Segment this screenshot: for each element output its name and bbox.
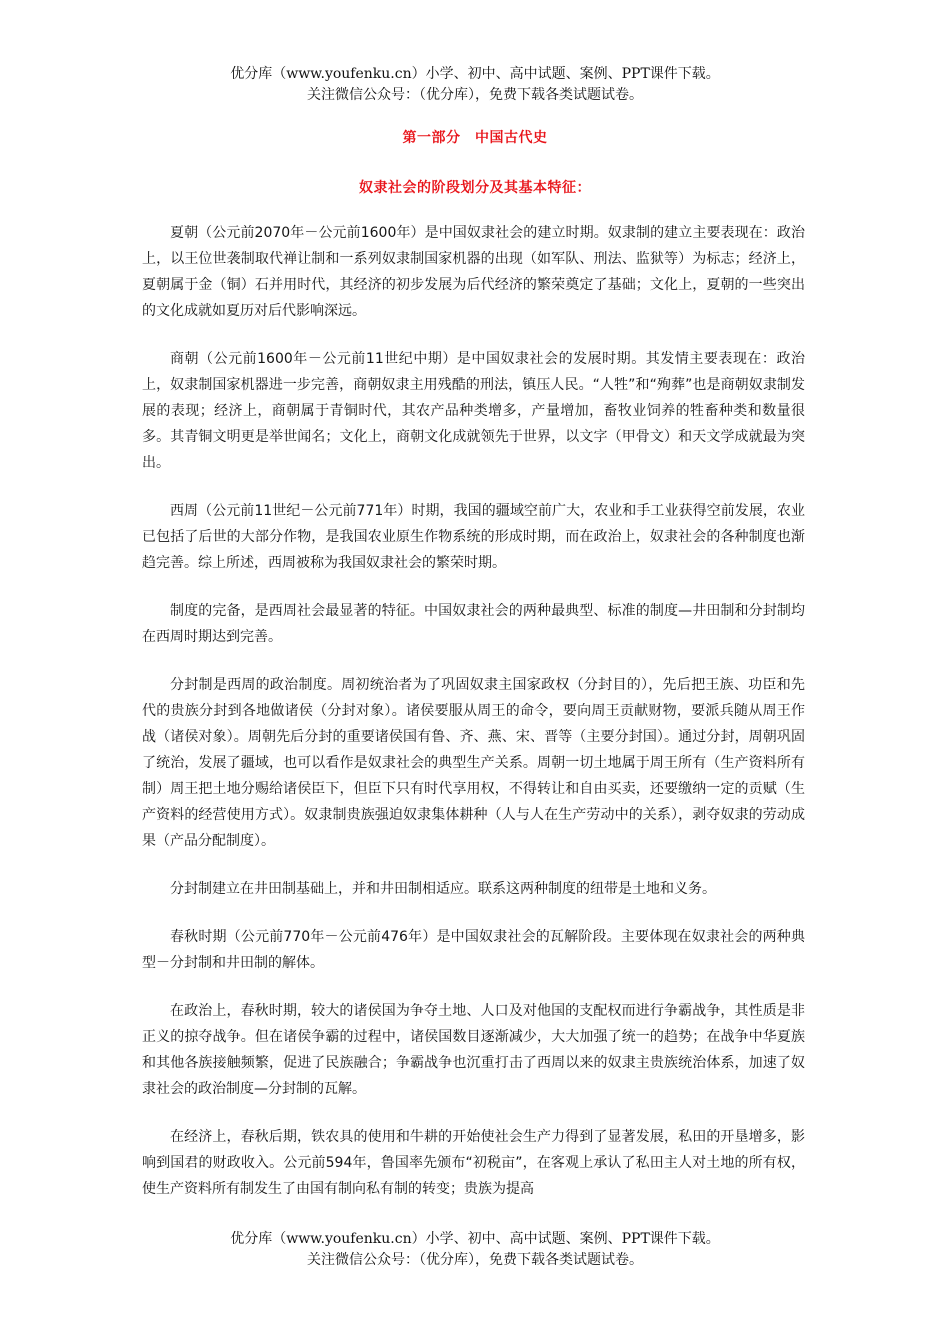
paragraph-shang: 商朝（公元前1600年－公元前11世纪中期）是中国奴隶社会的发展时期。其发情主要表现在：政治上，奴隶制国家机器进一步完善，商朝奴隶主用残酷的刑法，镇压人民。“人牲”和“殉葬”也是商朝奴隶制发展的表现；经济上，商朝属于青铜时代，其农产品种类增多，产量增加，畜牧业饲养的牲畜种类和数量很多。其青铜文明更是举世闻名；文化上，商朝文化成就领先于世界，以文字（甲骨文）和天文学成就最为突出。	[142, 351, 805, 471]
footer-line-1: 优分库（www.youfenku.cn）小学、初中、高中试题、案例、PPT课件下载。	[230, 1231, 720, 1247]
section-title: 第一部分 中国古代史	[402, 130, 548, 146]
paragraph-politics: 在政治上，春秋时期，较大的诸侯国为争夺土地、人口及对他国的支配权而进行争霸战争，其性质是非正义的掠夺战争。但在诸侯争霸的过程中，诸侯国数目逐渐减少，大大加强了统一的趋势；在战争中华夏族和其他各族接触频繁，促进了民族融合；争霸战争也沉重打击了西周以来的奴隶主贵族统治体系，加速了奴隶社会的政治制度—分封制的瓦解。	[142, 1003, 805, 1097]
header-line-1: 优分库（www.youfenku.cn）小学、初中、高中试题、案例、PPT课件下载。	[230, 66, 720, 82]
footer-line-2: 关注微信公众号：（优分库），免费下载各类试题试卷。	[307, 1252, 643, 1268]
paragraph-well-field: 分封制建立在井田制基础上，并和井田制相适应。联系这两种制度的纽带是土地和义务。	[170, 881, 716, 897]
page-footer	[0, 1229, 950, 1271]
paragraph-xia: 夏朝（公元前2070年－公元前1600年）是中国奴隶社会的建立时期。奴隶制的建立主要表现在：政治上，以王位世袭制取代禅让制和一系列奴隶制国家机器的出现（如军队、刑法、监狱等）为标志；经济上，夏朝属于金（铜）石并用时代，其经济的初步发展为后代经济的繁荣奠定了基础；文化上，夏朝的一些突出的文化成就如夏历对后代影响深远。	[142, 225, 805, 319]
document-body	[142, 220, 805, 1215]
paragraph-enfeoffment: 分封制是西周的政治制度。周初统治者为了巩固奴隶主国家政权（分封目的），先后把王族、功臣和先代的贵族分封到各地做诸侯（分封对象）。诸侯要服从周王的命令，要向周王贡献财物，要派兵随从周王作战（诸侯对象）。周朝先后分封的重要诸侯国有鲁、齐、燕、宋、晋等（主要分封国）。通过分封，周朝巩固了统治，发展了疆域，也可以看作是奴隶社会的典型生产关系。周朝一切土地属于周王所有（生产资料所有制）周王把土地分赐给诸侯臣下，但臣下只有时代享用权，不得转让和自由买卖，还要缴纳一定的贡赋（生产资料的经营使用方式）。奴隶制贵族强迫奴隶集体耕种（人与人在生产劳动中的关系），剥夺奴隶的劳动成果（产品分配制度）。	[142, 677, 805, 849]
paragraph-western-zhou: 西周（公元前11世纪－公元前771年）时期，我国的疆域空前广大，农业和手工业获得空前发展，农业已包括了后世的大部分作物，是我国农业原生作物系统的形成时期，而在政治上，奴隶社会的各种制度也渐趋完善。综上所述，西周被称为我国奴隶社会的繁荣时期。	[142, 503, 805, 571]
subsection-title: 奴隶社会的阶段划分及其基本特征：	[359, 180, 591, 196]
page-header	[0, 64, 950, 106]
paragraph-spring-autumn: 春秋时期（公元前770年－公元前476年）是中国奴隶社会的瓦解阶段。主要体现在奴隶社会的两种典型－分封制和井田制的解体。	[142, 929, 805, 971]
header-line-2: 关注微信公众号：（优分库），免费下载各类试题试卷。	[307, 87, 643, 103]
paragraph-economy: 在经济上，春秋后期，铁农具的使用和牛耕的开始使社会生产力得到了显著发展，私田的开垦增多，影响到国君的财政收入。公元前594年，鲁国率先颁布“初税亩”，在客观上承认了私田主人对土地的所有权，使生产资料所有制发生了由国有制向私有制的转变；贵族为提高	[142, 1129, 805, 1197]
paragraph-systems: 制度的完备，是西周社会最显著的特征。中国奴隶社会的两种最典型、标准的制度—井田制和分封制均在西周时期达到完善。	[142, 603, 805, 645]
